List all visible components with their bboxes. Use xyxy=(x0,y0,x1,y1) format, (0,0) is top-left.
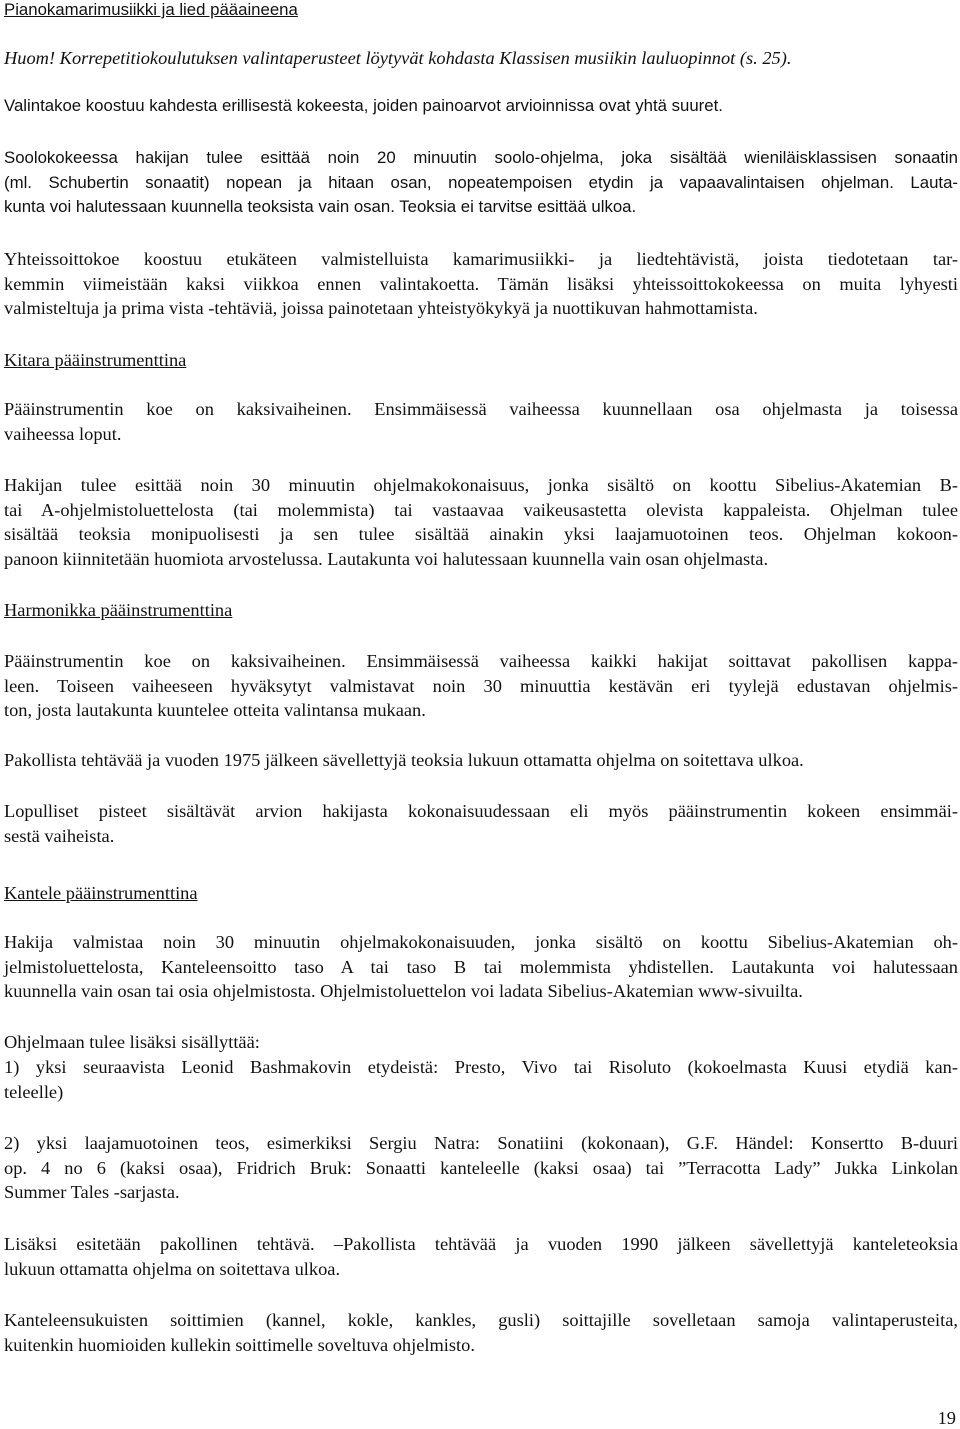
text-line: Hakija valmistaa noin 30 minuutin ohjelmakokonaisuuden, jonka sisältö on koottu Sibelius-Akatemian oh- xyxy=(4,932,958,952)
text-line: lukuun ottamatta ohjelma on soitettava ulkoa. xyxy=(4,1258,341,1279)
paragraph xyxy=(4,1232,958,1281)
text-line: sisältää teoksia monipuolisesti ja sen tulee sisältää ainakin yksi laajamuotoinen teos. Ohjelman kokoon- xyxy=(4,524,958,544)
text-line: kuitenkin huomioiden kullekin soittimelle soveltuva ohjelmisto. xyxy=(4,1334,475,1355)
section-heading-piano: Pianokamarimusiikki ja lied pääaineena xyxy=(4,0,298,19)
paragraph xyxy=(4,146,958,220)
text-line: Pääinstrumentin koe on kaksivaiheinen. Ensimmäisessä vaiheessa kuunnellaan osa ohjelmasta ja toisessa xyxy=(4,399,958,419)
text-line: kuunnella vain osan tai osia ohjelmistosta. Ohjelmistoluettelon voi ladata Sibelius-Akatemian www-sivuilta. xyxy=(4,981,803,1001)
text-line: Soolokokeessa hakijan tulee esittää noin 20 minuutin soolo-ohjelma, joka sisältää wieniläisklassisen sonaatin xyxy=(4,148,958,167)
text-line: 2) yksi laajamuotoinen teos, esimerkiksi Sergiu Natra: Sonatiini (kokonaan), G.F. Händel: Konsertto B-duuri xyxy=(4,1133,958,1153)
text-line: vaiheessa loput. xyxy=(4,423,122,444)
paragraph: Pakollista tehtävää ja vuoden 1975 jälkeen sävellettyjä teoksia lukuun ottamatta ohjelma on soitettava ulkoa. xyxy=(4,750,804,770)
paragraph: Valintakoe koostuu kahdesta erillisestä kokeesta, joiden painoarvot arvioinnissa ovat yhtä suuret. xyxy=(4,96,723,115)
text-line: Yhteissoittokoe koostuu etukäteen valmistelluista kamarimusiikki- ja liedtehtävistä, joista tiedotetaan tar- xyxy=(4,249,958,269)
text-line: leen. Toiseen vaiheeseen hyväksytyt valmistavat noin 30 minuuttia kestävän eri tyylejä edustavan ohjelmis- xyxy=(4,675,958,696)
text-line: tai A-ohjelmistoluettelosta (tai molemmista) tai vastaavaa vaikeusastetta olevista kappaleista. Ohjelman tulee xyxy=(4,499,958,520)
text-line: sestä vaiheista. xyxy=(4,825,115,846)
section-heading-kantele: Kantele pääinstrumenttina xyxy=(4,883,198,903)
text-line: valmisteltuja ja prima vista -tehtäviä, joissa painotetaan yhteistyökykyä ja nuottikuvan hahmottamista. xyxy=(4,298,758,318)
paragraph xyxy=(4,473,958,571)
text-line: kunta voi halutessaan kuunnella teoksista vain osan. Teoksia ei tarvitse esittää ulkoa. xyxy=(4,197,637,216)
text-line: kemmin viimeistään kaksi viikkoa ennen valintakoetta. Tämän lisäksi yhteissoittokokeessa on muita lyhyesti xyxy=(4,273,958,294)
text-line: (ml. Schubertin sonaatit) nopean ja hitaan osan, nopeatempoisen etydin ja vapaavalintaisen ohjelman. Lauta- xyxy=(4,172,958,192)
text-line: Pääinstrumentin koe on kaksivaiheinen. Ensimmäisessä vaiheessa kaikki hakijat soittavat pakollisen kappa- xyxy=(4,651,958,671)
paragraph xyxy=(4,247,958,321)
list-item xyxy=(4,1055,958,1104)
paragraph xyxy=(4,1308,958,1357)
text-line: jelmistoluettelosta, Kanteleensoitto taso A tai taso B tai molemmista yhdistellen. Lautakunta voi halutessaan xyxy=(4,956,958,977)
text-line: Summer Tales -sarjasta. xyxy=(4,1182,180,1202)
paragraph xyxy=(4,649,958,723)
paragraph xyxy=(4,799,958,848)
text-line: ton, josta lautakunta kuuntelee otteita valintansa mukaan. xyxy=(4,700,426,720)
section-heading-accordion: Harmonikka pääinstrumenttina xyxy=(4,600,233,620)
text-line: Kanteleensukuisten soittimien (kannel, kokle, kankles, gusli) soittajille sovelletaan samoja valintaperusteita, xyxy=(4,1310,958,1330)
paragraph xyxy=(4,930,958,1004)
text-line: panoon kiinnitetään huomiota arvostelussa. Lautakunta voi halutessaan kuunnella vain osan ohjelmasta. xyxy=(4,548,769,569)
list-item xyxy=(4,1131,958,1205)
text-line: Lisäksi esitetään pakollinen tehtävä. –Pakollista tehtävää ja vuoden 1990 jälkeen sävellettyjä kanteleteoksia xyxy=(4,1234,958,1254)
text-line: 1) yksi seuraavista Leonid Bashmakovin etydeistä: Presto, Vivo tai Risoluto (kokoelmasta Kuusi etydiä kan- xyxy=(4,1057,958,1077)
paragraph xyxy=(4,397,958,446)
note-paragraph: Huom! Korrepetitiokoulutuksen valintaperusteet löytyvät kohdasta Klassisen musiikin lauluopinnot (s. 25). xyxy=(4,48,792,68)
text-line: op. 4 no 6 (kaksi osaa), Fridrich Bruk: Sonaatti kanteleelle (kaksi osaa) tai ”Terracotta Lady” Jukka Linkolan xyxy=(4,1157,958,1178)
page-number: 19 xyxy=(937,1408,956,1428)
text-line: teleelle) xyxy=(4,1081,64,1102)
text-line: Lopulliset pisteet sisältävät arvion hakijasta kokonaisuudessaan eli myös pääinstrumentin kokeen ensimmäi- xyxy=(4,801,958,821)
text-line: Hakijan tulee esittää noin 30 minuutin ohjelmakokonaisuus, jonka sisältö on koottu Sibelius-Akatemian B- xyxy=(4,475,958,495)
section-heading-guitar: Kitara pääinstrumenttina xyxy=(4,350,187,370)
list-intro: Ohjelmaan tulee lisäksi sisällyttää: xyxy=(4,1032,260,1052)
